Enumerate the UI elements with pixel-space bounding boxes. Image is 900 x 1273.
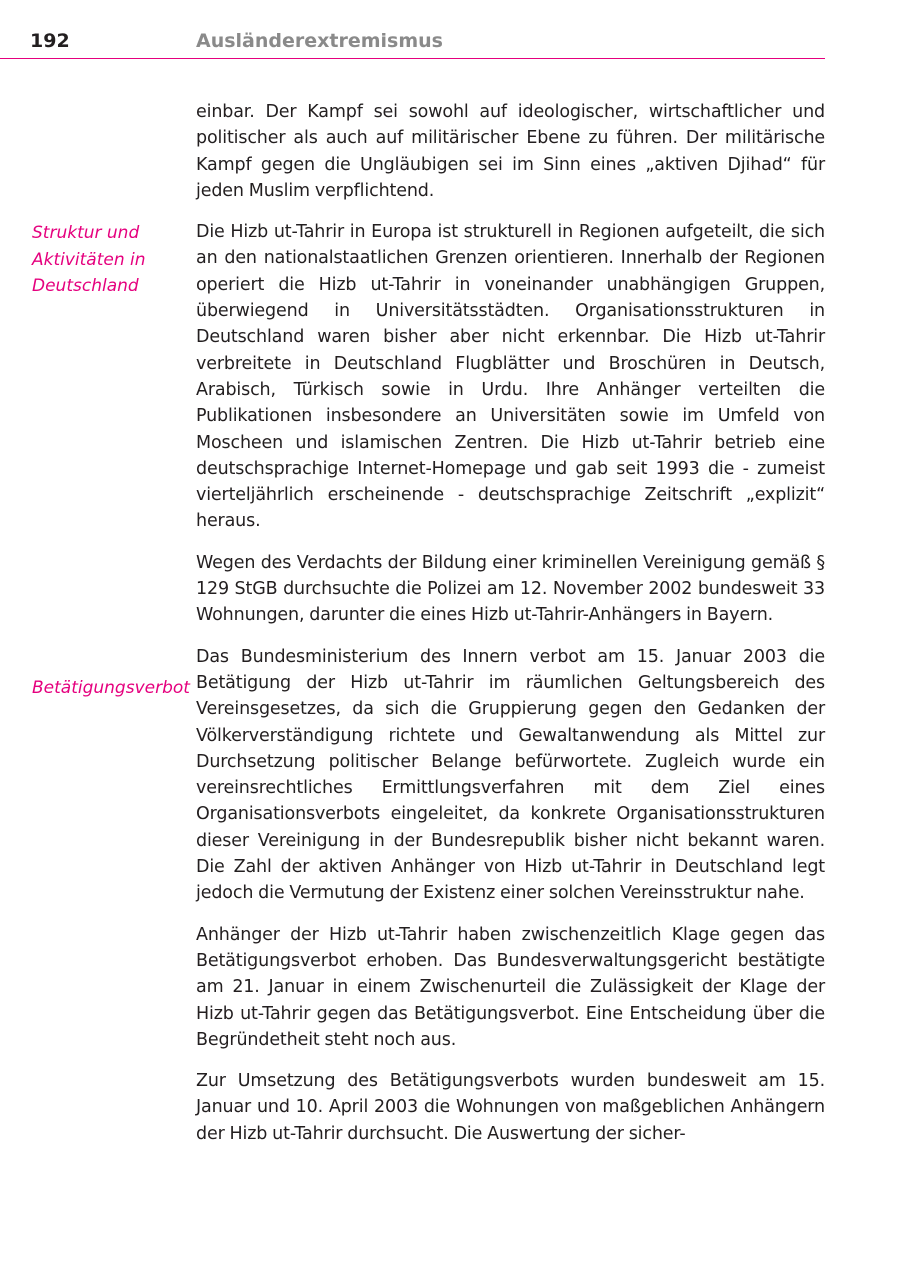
paragraph: Wegen des Verdachts der Bildung einer kriminellen Vereinigung gemäß § 129 StGB durchsuchte die Polizei am 12. November 2002 bundesweit 33 Wohnungen, darunter die eines Hizb ut-Tahrir-Anhängers in Bayern. [196, 552, 825, 626]
margin-note-line: Aktivitäten in [32, 249, 146, 270]
paragraph: Die Hizb ut-Tahrir in Europa ist strukturell in Regionen aufgeteilt, die sich an den nationalstaatlichen Grenzen orientieren. Innerhalb der Regionen operiert die Hizb ut-Tahrir in voneinander unabhängigen Gruppen, überwiegend in Universitätsstädten. Organisationsstrukturen in Deutschland waren bisher aber nicht erkennbar. Die Hizb ut-Tahrir verbreitete in Deutschland Flugblätter und Broschüren in Deutsch, Arabisch, Türkisch sowie in Urdu. Ihre Anhänger verteilten die Publikationen insbesondere an Universitäten sowie im Umfeld von Moscheen und islamischen Zentren. Die Hizb ut-Tahrir betrieb eine deutschsprachige Internet-Homepage und gab seit 1993 die - zumeist vierteljährlich erscheinende - deutschsprachige Zeitschrift „explizit“ heraus. [196, 222, 825, 532]
margin-note-struktur [32, 220, 192, 300]
page-header [0, 28, 825, 59]
margin-note-betaetigungsverbot: Betätigungsverbot [32, 678, 190, 698]
running-title: Ausländerextremismus [196, 30, 443, 52]
body-text [196, 99, 825, 1162]
paragraph: Anhänger der Hizb ut-Tahrir haben zwischenzeitlich Klage gegen das Betätigungsverbot erhoben. Das Bundesverwaltungsgericht bestätigte am 21. Januar in einem Zwischenurteil die Zulässigkeit der Klage der Hizb ut-Tahrir gegen das Betätigungsverbot. Eine Entscheidung über die Begründetheit steht noch aus. [196, 924, 825, 1050]
margin-note-line: Struktur und [32, 223, 140, 243]
paragraph: Das Bundesministerium des Innern verbot am 15. Januar 2003 die Betätigung der Hizb ut-Tahrir im räumlichen Geltungsbereich des Vereinsgesetzes, da sich die Gruppierung gegen den Gedanken der Völkerverständigung richtete und Gewaltanwendung als Mittel zur Durchsetzung politischer Belange befürwortete. Zugleich wurde ein vereinsrechtliches Ermittlungsverfahren mit dem Ziel eines Organisationsverbots eingeleitet, da konkrete Organisationsstrukturen dieser Vereinigung in der Bundesrepublik bisher nicht bekannt waren. Die Zahl der aktiven Anhänger von Hizb ut-Tahrir in Deutschland legt jedoch die Vermutung der Existenz einer solchen Vereinsstruktur nahe. [196, 646, 825, 904]
margin-note-line: Deutschland [32, 276, 139, 296]
page-number: 192 [30, 30, 70, 52]
paragraph: einbar. Der Kampf sei sowohl auf ideologischer, wirtschaftlicher und politischer als auch auf militärischer Ebene zu führen. Der militärische Kampf gegen die Ungläubigen sei im Sinn eines „aktiven Djihad“ für jeden Muslim verpflichtend. [196, 102, 825, 201]
paragraph: Zur Umsetzung des Betätigungsverbots wurden bundesweit am 15. Januar und 10. April 2003 die Wohnungen von maßgeblichen Anhängern der Hizb ut-Tahrir durchsucht. Die Auswertung der sicher- [196, 1071, 825, 1144]
